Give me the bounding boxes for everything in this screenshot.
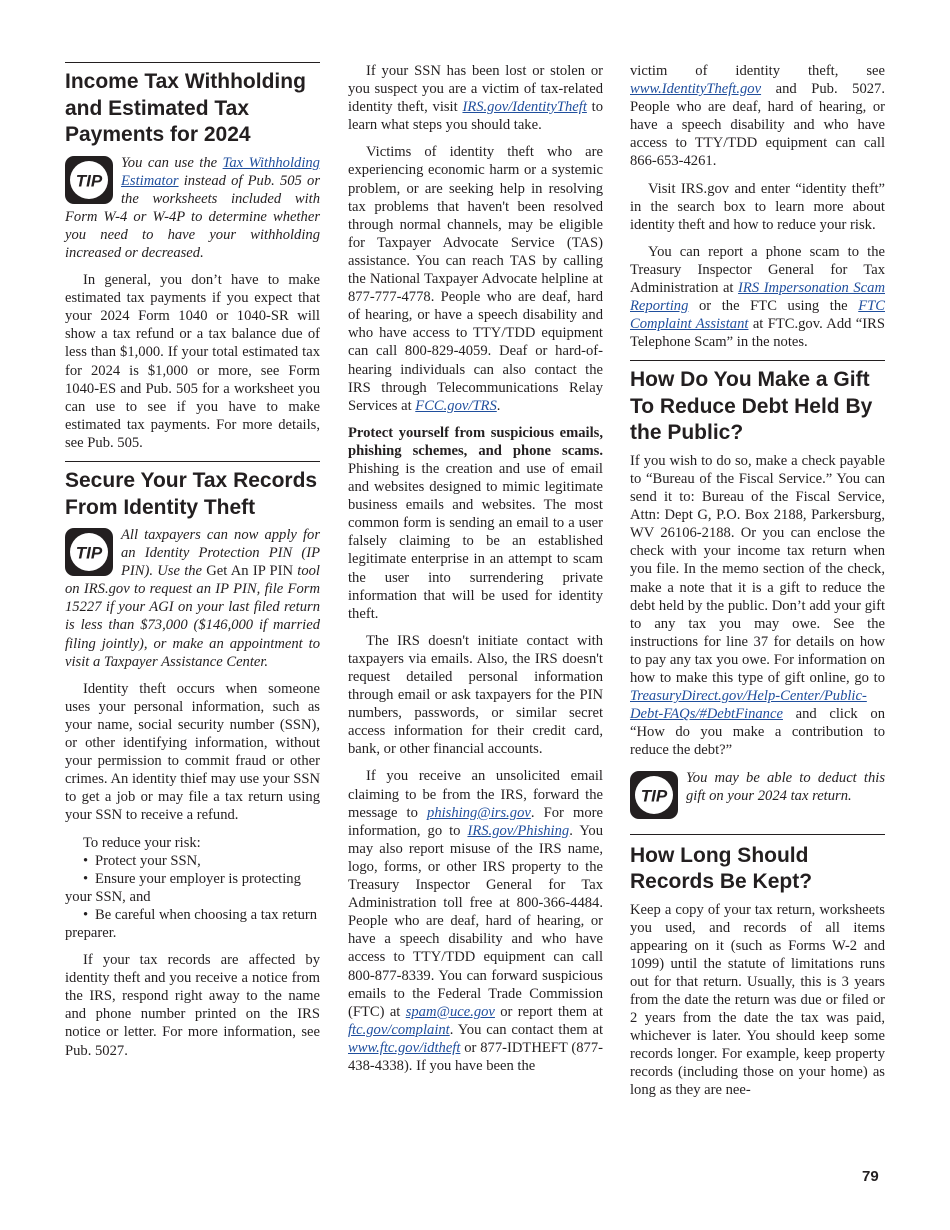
link-phishing-email[interactable]: phishing@irs.gov xyxy=(427,804,531,821)
phone-scam-paragraph: You can report a phone scam to the Treasury Inspector General for Tax Administration at IRS Impersonation Scam Reporting or the FTC using the FTC Complaint Assistant at FTC.gov. Add “IRS Telephone Scam” in the notes. xyxy=(630,243,885,351)
visit-irs-paragraph: Visit IRS.gov and enter “identity theft” in the search box to learn more about identity theft and how to reduce your risk. xyxy=(630,180,885,233)
tip-label: TIP xyxy=(75,171,103,190)
section-divider xyxy=(65,62,320,63)
section-divider xyxy=(65,461,320,462)
bullet-icon: • xyxy=(83,852,89,869)
records-kept-paragraph: Keep a copy of your tax return, worksheets you used, and records of all items appearing on it (such as Forms W-2 and 1099) until the statute of limitations runs out for that return. Usually, this is 3 years from the date the return was due or filed or 2 years from the date the tax was paid, whichever is later. You should keep some records longer. For example, keep property records (including those on your home) as long as they are nee- xyxy=(630,901,885,1099)
unsolicited-email-paragraph: If you receive an unsolicited email claiming to be from the IRS, forward the message to phishing@irs.gov. For more information, go to IRS.gov/Phishing. You may also report misuse of the IRS name, logo, forms, or other IRS property to the Treasury Inspector General for Tax Administration toll free at 800-366-4484. People who are deaf, hard of hearing, or have a speech disability and who have access to TTY/TDD equipment can call 800-877-8339. You can forward suspicious emails to the Federal Trade Commission (FTC) at spam@uce.gov or report them at ftc.gov/complaint. You can contact them at www.ftc.gov/idtheft or 877-IDTHEFT (877-438-4338). If you have been the xyxy=(348,768,603,1074)
reduce-risk-list xyxy=(65,834,320,943)
link-identitytheft-gov[interactable]: www.IdentityTheft.gov xyxy=(630,81,762,98)
link-impersonation-scam[interactable]: IRS Impersonation Scam Reporting xyxy=(630,280,885,315)
svg-text:TIP: TIP xyxy=(640,786,668,805)
tip-icon xyxy=(65,156,113,204)
heading-records-kept: How Long Should Records Be Kept? xyxy=(630,843,813,893)
tip-icon xyxy=(630,771,678,819)
link-irs-phishing[interactable]: IRS.gov/Phishing xyxy=(467,822,570,839)
irs-no-email-paragraph: The IRS doesn't initiate contact with taxpayers via emails. Also, the IRS doesn't request detailed personal information through email or ask taxpayers for the PIN numbers, passwords, or similar secret access information for their credit card, bank, or other financial accounts. xyxy=(348,632,603,758)
link-fcc-trs[interactable]: FCC.gov/TRS xyxy=(415,397,497,414)
left-column xyxy=(65,62,320,1069)
identity-theft-paragraph: Identity theft occurs when someone uses your personal information, such as your name, social security number (SSN), or other identifying information, without your permission to commit fraud or other crimes. An identity thief may use your SSN to get a job or may file a tax return using your SSN to receive a refund. xyxy=(65,680,320,824)
tas-paragraph: Victims of identity theft who are experiencing economic harm or a systemic problem, or are seeking help in resolving tax problems that haven't been resolved through normal channels, may be eligible for Taxpayer Advocate Service (TAS) assistance. You can reach TAS by calling the National Taxpayer Advocate helpline at 877-777-4778. People who are deaf, hard of hearing, or have a speech disability and who have access to TTY/TDD equipment can call 800-829-4059. Deaf or hard-of-hearing individuals can also contact the IRS through Telecommunications Relay Services at FCC.gov/TRS. xyxy=(348,144,603,414)
records-affected-paragraph: If your tax records are affected by identity theft and you receive a notice from the IRS, respond right away to the name and phone number printed on the IRS notice or letter. For more information, see Pub. 5027. xyxy=(65,952,320,1059)
right-column xyxy=(630,62,885,1109)
list-item: • Be careful when choosing a tax return preparer. xyxy=(65,906,318,941)
heading-secure-tax-records: Secure Your Tax Records From Identity Theft xyxy=(65,469,318,519)
link-tax-withholding-estimator[interactable]: Tax Withholding Estimator xyxy=(121,154,320,189)
link-ftc-complaint-assistant[interactable]: FTC Complaint Assistant xyxy=(630,298,885,333)
section-divider xyxy=(630,834,885,835)
estimated-tax-paragraph: In general, you don’t have to make estimated tax payments if you expect that your 2024 Form 1040 or 1040-SR will show a tax refund or a tax balance due of less than $1,000. If your total estimated tax for 2024 is $1,000 or more, see Form 1040-ES and Pub. 505 for a worksheet you can use to see if you have to make estimated tax payments. For more details, see Pub. 505. xyxy=(65,272,320,451)
page-number: 79 xyxy=(862,1168,879,1185)
link-irs-identity-theft[interactable]: IRS.gov/IdentityTheft xyxy=(462,99,587,116)
link-ftc-idtheft[interactable]: www.ftc.gov/idtheft xyxy=(348,1039,461,1056)
phishing-paragraph: Protect yourself from suspicious emails, phishing schemes, and phone scams. Phishing is the creation and use of email and websites designed to mimic legitimate business emails and websites. The most common form is sending an email to a user falsely claiming to be an established legitimate enterprise in an attempt to scam the user into surrendering private information that will be used for identity theft. xyxy=(348,424,603,622)
gift-paragraph: If you wish to do so, make a check payable to “Bureau of the Fiscal Service.” You can send it to: Bureau of the Fiscal Service, Attn: Dept G, P.O. Box 2188, Parkersburg, WV 26106-2188. Or you can enclose the check with your income tax return when you file. In the memo section of the check, make a note that it is a gift to reduce the debt held by the public. Don’t add your gift to any tax you may owe. See the instructions for line 37 for details on how to pay any tax you owe. For information on how to make this type of gift online, go to TreasuryDirect.gov/Help-Center/Public-Debt-FAQs/#DebtFinance and click on “How do you make a contribution to reduce the debt?” xyxy=(630,452,885,759)
list-item: • Protect your SSN, xyxy=(83,852,201,869)
heading-income-tax-withholding: Income Tax Withholding and Estimated Tax Payments for 2024 xyxy=(65,70,306,146)
tip-ip-pin: TIP All taxpayers can now apply for an Identity Protection PIN (IP PIN). Use the Get An IP PIN tool on IRS.gov to request an IP PIN, file Form 15227 if your AGI on your last filed return is less than $73,000 ($146,000 if married filing jointly), or make an appointment to visit a Taxpayer Assistance Center. xyxy=(65,527,320,670)
link-ftc-complaint[interactable]: ftc.gov/complaint xyxy=(348,1021,450,1038)
section-divider xyxy=(630,360,885,361)
get-an-ip-pin-tool: Get An IP PIN xyxy=(206,563,294,580)
middle-column xyxy=(348,62,603,1084)
lost-ssn-paragraph: If your SSN has been lost or stolen or you suspect you are a victim of tax-related identity theft, visit IRS.gov/IdentityTheft to learn what steps you should take. xyxy=(348,63,603,134)
svg-text:TIP: TIP xyxy=(75,543,103,563)
tip-deduct-gift: TIP You may be able to deduct this gift on your 2024 tax return. xyxy=(630,769,885,821)
list-intro: To reduce your risk: xyxy=(83,834,201,851)
heading-gift-reduce-debt: How Do You Make a Gift To Reduce Debt Held By the Public? xyxy=(630,368,873,445)
link-treasury-direct[interactable]: TreasuryDirect.gov/Help-Center/Public-Debt-FAQs/#DebtFinance xyxy=(630,688,867,723)
tip-icon xyxy=(65,528,113,576)
list-item: • Ensure your employer is protecting your SSN, and xyxy=(65,870,301,905)
victim-paragraph: victim of identity theft, see www.IdentityTheft.gov and Pub. 5027. People who are deaf, hard of hearing, or have a speech disability and who have access to TTY/TDD equipment can call 866-653-4261. xyxy=(630,63,885,170)
phishing-lead-in: Protect yourself from suspicious emails, phishing schemes, and phone scams. xyxy=(348,424,603,459)
tip-withholding-estimator: TIP You can use the Tax Withholding Estimator instead of Pub. 505 or the worksheets included with Form W-4 or W-4P to determine whether you need to have your withholding increased or decreased. xyxy=(65,154,320,261)
bullet-icon: • xyxy=(83,870,89,887)
bullet-icon: • xyxy=(83,906,89,923)
link-spam-email[interactable]: spam@uce.gov xyxy=(405,1003,495,1020)
